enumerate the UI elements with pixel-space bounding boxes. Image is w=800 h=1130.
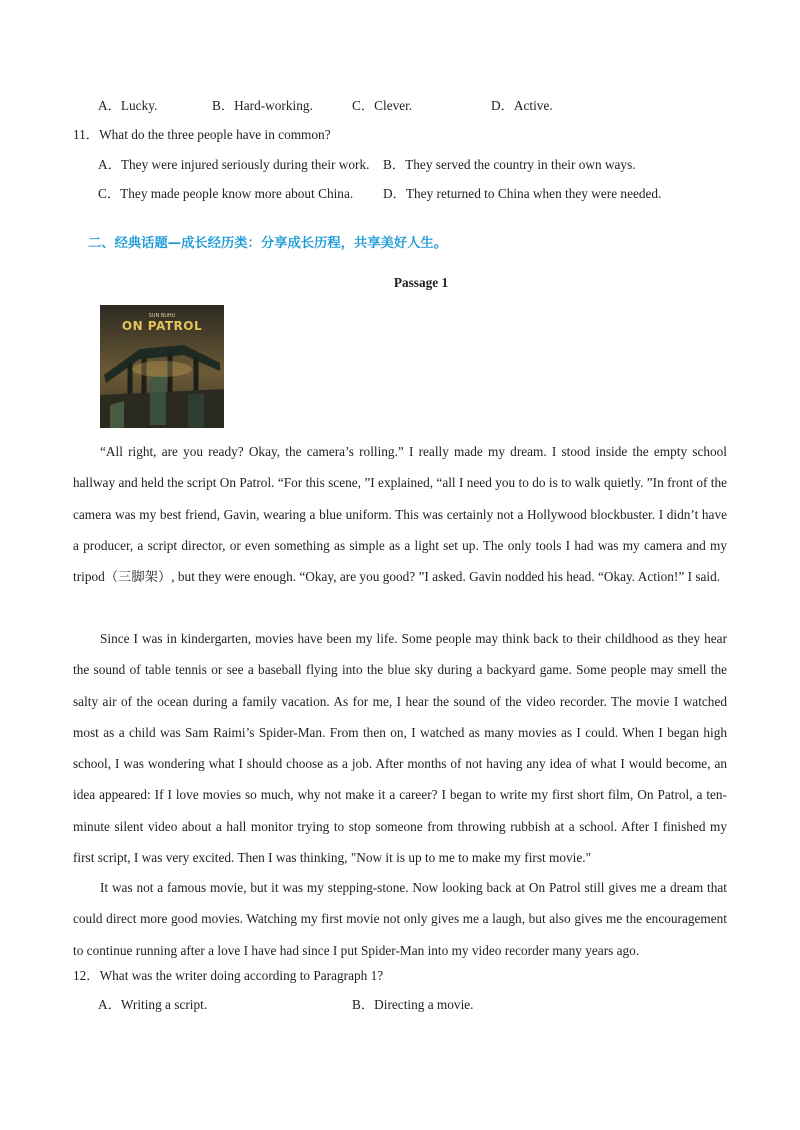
q12-option-a[interactable]: A．Writing a script.: [98, 997, 208, 1012]
paragraph-1: “All right, are you ready? Okay, the camera’s rolling.” I really made my dream. I stood inside the empty school hallway and held the script On Patrol. “For this scene, ”I explained, “all I need you to do is to walk quietly. ”In front of the camera was my best friend, Gavin, wearing a blue uniform. This was certainly not a Hollywood blockbuster. I didn’t have a producer, a script director, or even something as simple as a light set up. The only tools I had was my camera and my tripod（三脚架）, but they were enough. “Okay, are you good? ”I asked. Gavin nodded his head. “Okay. Action!” I said.: [73, 444, 727, 585]
q10-option-b[interactable]: B．Hard-working.: [212, 98, 313, 113]
q12-stem: 12．What was the writer doing according to Paragraph 1?: [73, 968, 384, 983]
poster-title-text: ON PATROL: [121, 319, 203, 333]
poster-small-text: SUN BUHU: [148, 313, 176, 319]
q10-option-c[interactable]: C．Clever.: [352, 98, 413, 113]
movie-poster-image: [100, 305, 224, 428]
q11-option-d[interactable]: D．They returned to China when they were needed.: [383, 186, 662, 201]
q10-option-d[interactable]: D．Active.: [491, 98, 553, 113]
paragraph-3: It was not a famous movie, but it was my stepping-stone. Now looking back at On Patrol still gives me a dream that could direct more good movies. Watching my first movie not only gives me a laugh, but also gives me the encouragement to continue running after a love I have had since I put Spider-Man into my video recorder many years ago.: [73, 880, 727, 958]
poster-illustration: [100, 305, 224, 428]
q10-option-a[interactable]: A．Lucky.: [98, 98, 158, 113]
q12-option-b[interactable]: B．Directing a movie.: [352, 997, 474, 1012]
section-heading: 二、经典话题—成长经历类：分享成长历程，共享美好人生。: [88, 236, 448, 251]
q11-option-a[interactable]: A．They were injured seriously during their work.: [98, 157, 370, 172]
passage-title: Passage 1: [393, 275, 449, 290]
paragraph-2: Since I was in kindergarten, movies have been my life. Some people may think back to their childhood as they hear the sound of table tennis or see a baseball flying into the blue sky during a backyard game. Some people may smell the salty air of the ocean during a family vacation. As for me, I hear the sound of the video recorder. The movie I watched most as a child was Sam Raimi’s Spider-Man. From then on, I watched as many movies as I could. When I began high school, I was wondering what I should choose as a job. After months of not having any idea of what I would become, an idea appeared: If I love movies so much, why not make it a career? I began to write my first short film, On Patrol, a ten-minute silent video about a hall monitor trying to stop someone from throwing rubbish at a school. After I finished my first script, I was very excited. Then I was thinking, "Now it is up to me to make my first movie.": [73, 631, 727, 866]
q11-stem: 11．What do the three people have in common?: [73, 127, 331, 142]
q11-option-b[interactable]: B．They served the country in their own ways.: [383, 157, 636, 172]
q11-option-c[interactable]: C．They made people know more about China.: [98, 186, 354, 201]
